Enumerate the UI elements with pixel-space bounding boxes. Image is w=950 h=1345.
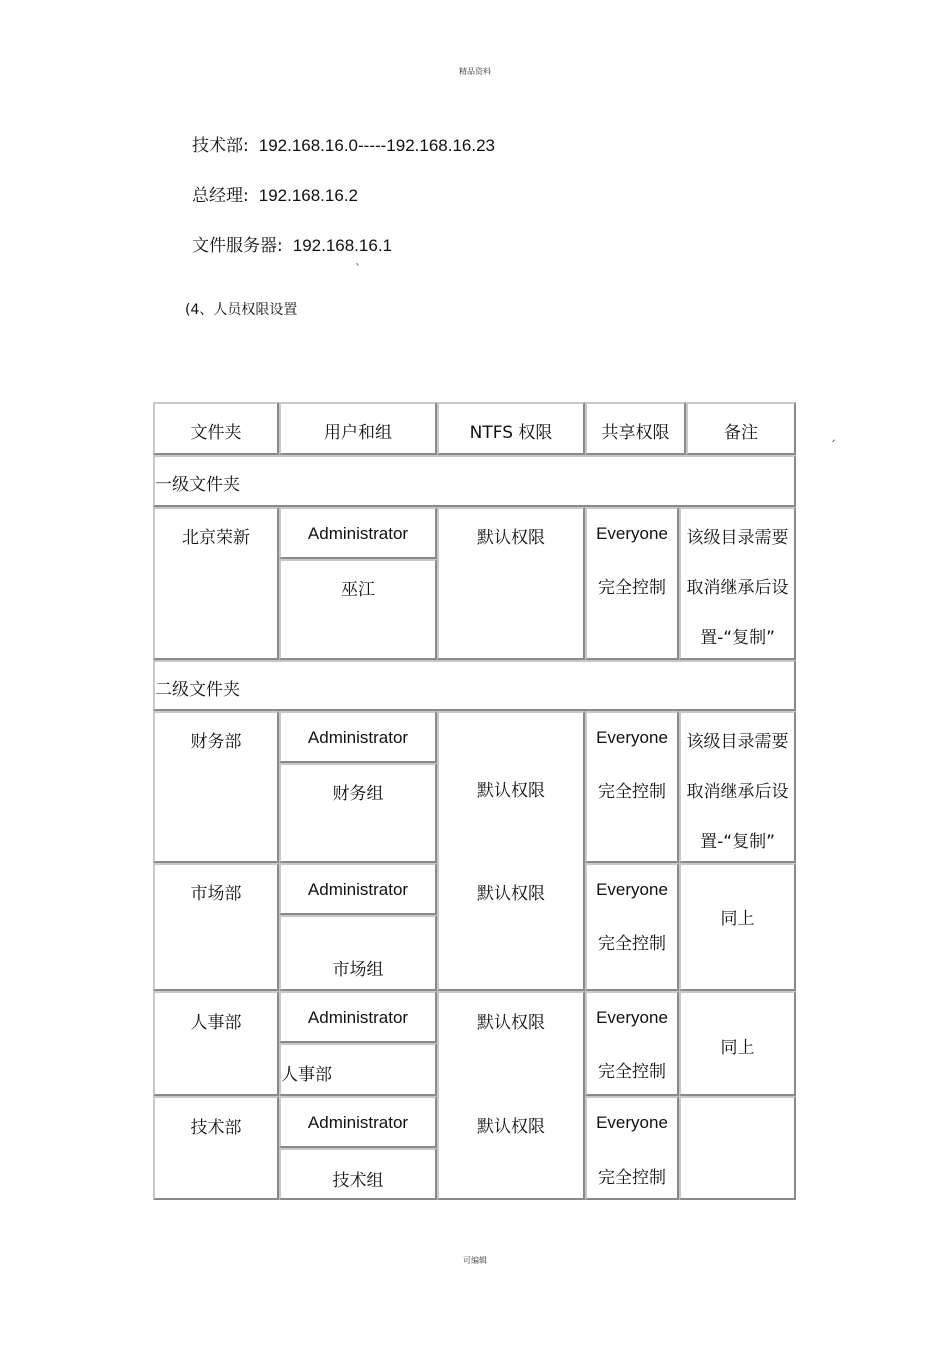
- ntfs-cell-merged: 默认权限 默认权限: [437, 711, 585, 991]
- stray-mark: ˏ: [830, 428, 836, 442]
- note-cell: 该级目录需要 取消继承后设 置-“复制”: [679, 711, 796, 863]
- note-cell-empty: [679, 1096, 796, 1200]
- user-cell: 人事部: [279, 1043, 437, 1096]
- user-cell: Administrator: [279, 711, 437, 763]
- share-cell: Everyone 完全控制: [585, 991, 679, 1096]
- user-cell: Administrator: [279, 1096, 437, 1148]
- level1-title-row: 一级文件夹: [153, 455, 796, 507]
- user-cell: 市场组: [279, 915, 437, 991]
- ip-label: 文件服务器:: [192, 236, 283, 256]
- note-cell: 同上: [679, 863, 796, 991]
- user-cell: Administrator: [279, 863, 437, 915]
- ip-label: 技术部:: [192, 136, 249, 156]
- header-cell-ntfs: NTFS 权限: [437, 402, 585, 455]
- folder-cell: 北京荣新: [153, 507, 279, 660]
- page-footer: 可编辑: [463, 1256, 487, 1265]
- ip-value: 192.168.16.0-----192.168.16.23: [258, 136, 496, 155]
- ip-line-fileserver: [192, 231, 392, 256]
- permissions-table: [153, 402, 796, 1200]
- header-cell-folder: 文件夹: [153, 402, 279, 455]
- stray-mark: ˋ: [355, 262, 361, 276]
- header-cell-share: 共享权限: [585, 402, 686, 455]
- folder-cell: 财务部: [153, 711, 279, 863]
- page-header: 精品资料: [459, 67, 491, 76]
- ip-value: 192.168.16.2: [258, 186, 358, 205]
- user-cell: 技术组: [279, 1148, 437, 1200]
- ip-line-gm: [192, 181, 358, 206]
- folder-cell: 市场部: [153, 863, 279, 991]
- ip-label: 总经理:: [192, 186, 249, 206]
- user-cell: 财务组: [279, 763, 437, 863]
- ip-value: 192.168.16.1: [292, 236, 392, 255]
- ntfs-cell-merged: 默认权限 默认权限: [437, 991, 585, 1200]
- ip-line-tech: [192, 131, 495, 156]
- share-cell: Everyone 完全控制: [585, 1096, 679, 1200]
- user-cell: Administrator: [279, 507, 437, 559]
- note-cell: 该级目录需要 取消继承后设 置-“复制”: [679, 507, 796, 660]
- header-cell-note: 备注: [686, 402, 796, 455]
- user-cell: 巫江: [279, 559, 437, 660]
- share-cell: Everyone 完全控制: [585, 507, 679, 660]
- share-cell: Everyone 完全控制: [585, 863, 679, 991]
- folder-cell: 技术部: [153, 1096, 279, 1200]
- section-title: (4、人员权限设置: [185, 302, 298, 318]
- level2-title-row: 二级文件夹: [153, 660, 796, 711]
- ntfs-cell: 默认权限: [437, 507, 585, 660]
- user-cell: Administrator: [279, 991, 437, 1043]
- share-cell: Everyone 完全控制: [585, 711, 679, 863]
- note-cell: 同上: [679, 991, 796, 1096]
- header-cell-users: 用户和组: [279, 402, 437, 455]
- folder-cell: 人事部: [153, 991, 279, 1096]
